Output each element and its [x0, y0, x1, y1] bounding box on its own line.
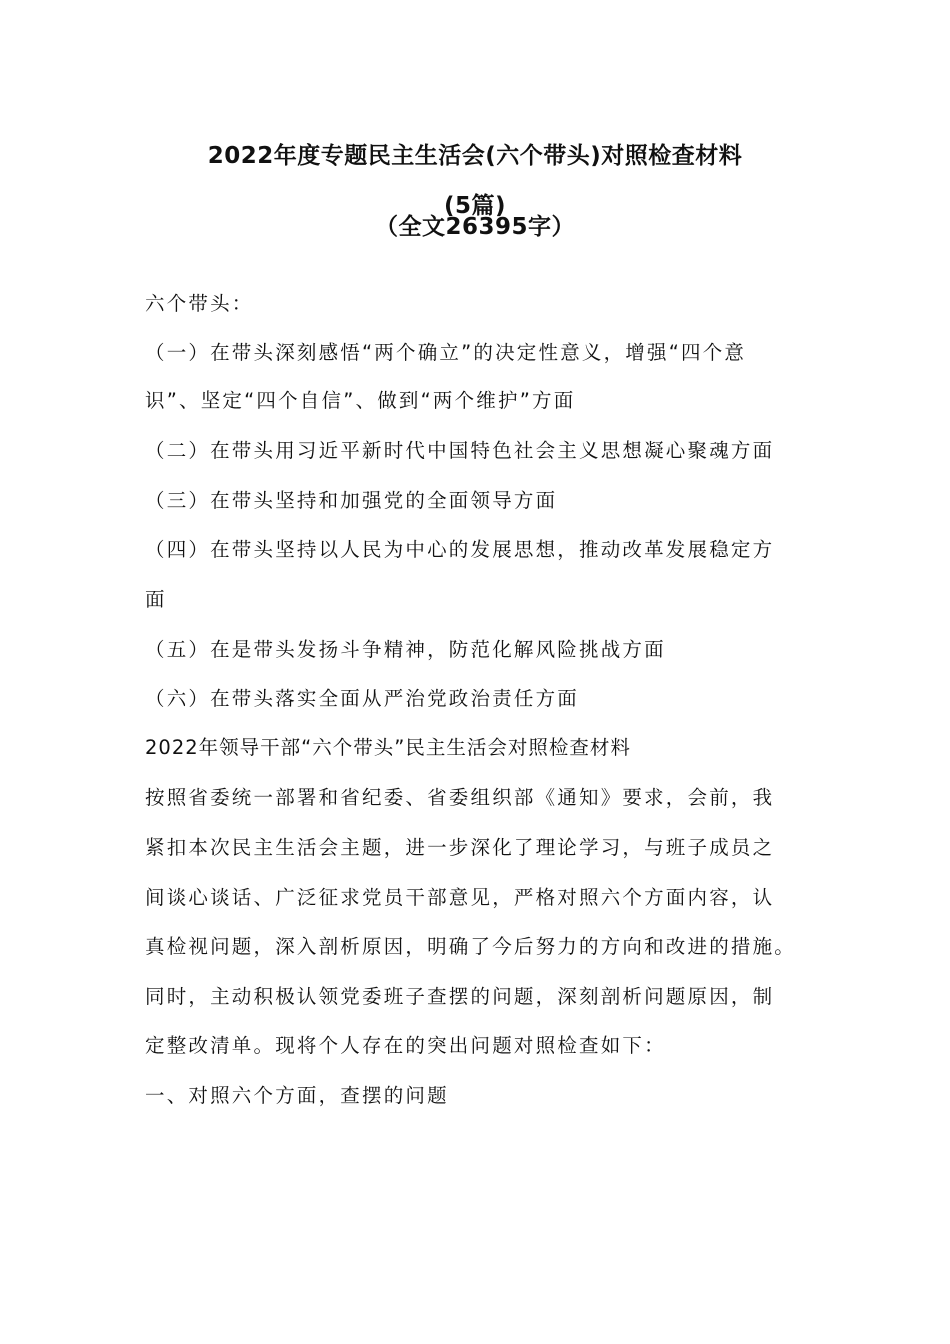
body-line-item-3: （三）在带头坚持和加强党的全面领导方面	[145, 489, 558, 512]
body-line-item-6: （六）在带头落实全面从严治党政治责任方面	[145, 687, 580, 710]
body-line-item-5: （五）在是带头发扬斗争精神，防范化解风险挑战方面	[145, 638, 666, 661]
body-line-section-title: 2022年领导干部“六个带头”民主生活会对照检查材料	[145, 736, 631, 759]
document-title: 2022年度专题民主生活会(六个带头)对照检查材料	[207, 143, 743, 169]
body-paragraph-line-5: 同时，主动积极认领党委班子查摆的问题，深刻剖析问题原因，制	[145, 985, 775, 1008]
body-paragraph-line-2: 紧扣本次民主生活会主题，进一步深化了理论学习，与班子成员之	[145, 836, 775, 859]
body-line-heading: 六个带头：	[145, 292, 254, 315]
body-line-item-1a: （一）在带头深刻感悟“两个确立”的决定性意义，增强“四个意	[145, 341, 747, 364]
body-line-item-1b: 识”、坚定“四个自信”、做到“两个维护”方面	[145, 389, 576, 412]
body-line-subsection-1: 一、对照六个方面，查摆的问题	[145, 1084, 449, 1107]
body-line-item-4b: 面	[145, 588, 167, 611]
body-line-item-4a: （四）在带头坚持以人民为中心的发展思想，推动改革发展稳定方	[145, 538, 775, 561]
body-paragraph-line-3: 间谈心谈话、广泛征求党员干部意见，严格对照六个方面内容，认	[145, 886, 775, 909]
document-word-count: （全文26395字）	[374, 214, 576, 240]
body-paragraph-line-1: 按照省委统一部署和省纪委、省委组织部《通知》要求，会前，我	[145, 786, 775, 809]
body-paragraph-line-4: 真检视问题，深入剖析原因，明确了今后努力的方向和改进的措施。	[145, 935, 797, 958]
document-subtitle-count: (5篇)	[443, 193, 507, 219]
body-line-item-2: （二）在带头用习近平新时代中国特色社会主义思想凝心聚魂方面	[145, 439, 775, 462]
body-paragraph-line-6: 定整改清单。现将个人存在的突出问题对照检查如下：	[145, 1034, 666, 1057]
